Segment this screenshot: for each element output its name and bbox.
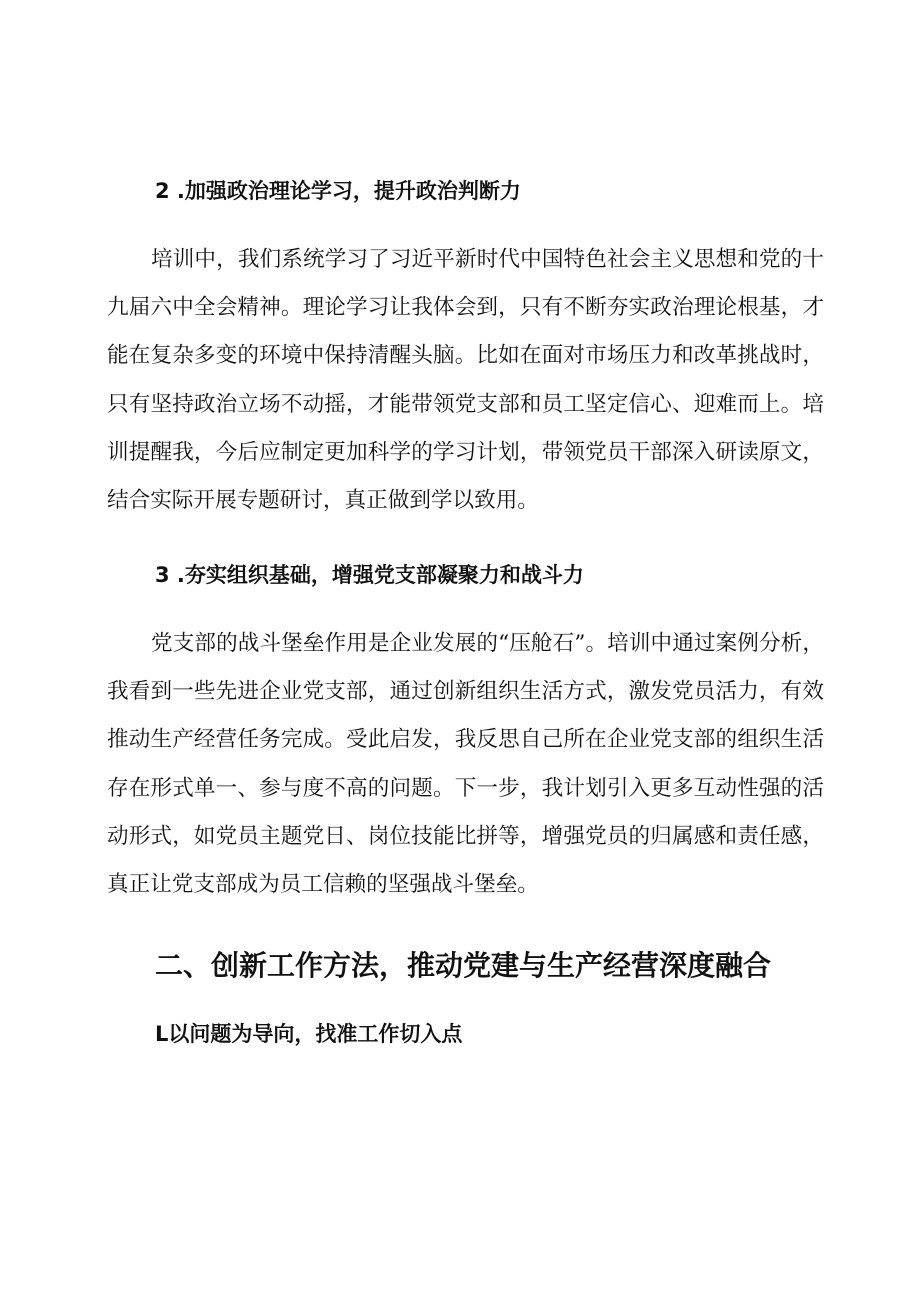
part-heading-2: 二、创新工作方法，推动党建与生产经营深度融合	[155, 949, 772, 982]
section-3-paragraph: 党支部的战斗堡垒作用是企业发展的“压舱石”。培训中通过案例分析，我看到一些先进企业党支部，通过创新组织生活方式，激发党员活力，有效推动生产经营任务完成。受此启发，我反思自己所在企业党支部的组织生活存在形式单一、参与度不高的问题。下一步，我计划引入更多互动性强的活动形式，如党员主题党日、岗位技能比拼等，增强党员的归属感和责任感，真正让党支部成为员工信赖的坚强战斗堡垒。	[107, 631, 824, 898]
section-heading-3: 3 .夯实组织基础，增强党支部凝聚力和战斗力	[155, 563, 584, 587]
section-heading-2: 2 .加强政治理论学习，提升政治判断力	[155, 179, 521, 203]
subsection-heading-1: L以问题为导向，找准工作切入点	[155, 1022, 463, 1046]
section-2-paragraph: 培训中，我们系统学习了习近平新时代中国特色社会主义思想和党的十九届六中全会精神。理论学习让我体会到，只有不断夯实政治理论根基，才能在复杂多变的环境中保持清醒头脑。比如在面对市场压力和改革挑战时，只有坚持政治立场不动摇，才能带领党支部和员工坚定信心、迎难而上。培训提醒我，今后应制定更加科学的学习计划，带领党员干部深入研读原文，结合实际开展专题研讨，真正做到学以致用。	[107, 247, 824, 514]
